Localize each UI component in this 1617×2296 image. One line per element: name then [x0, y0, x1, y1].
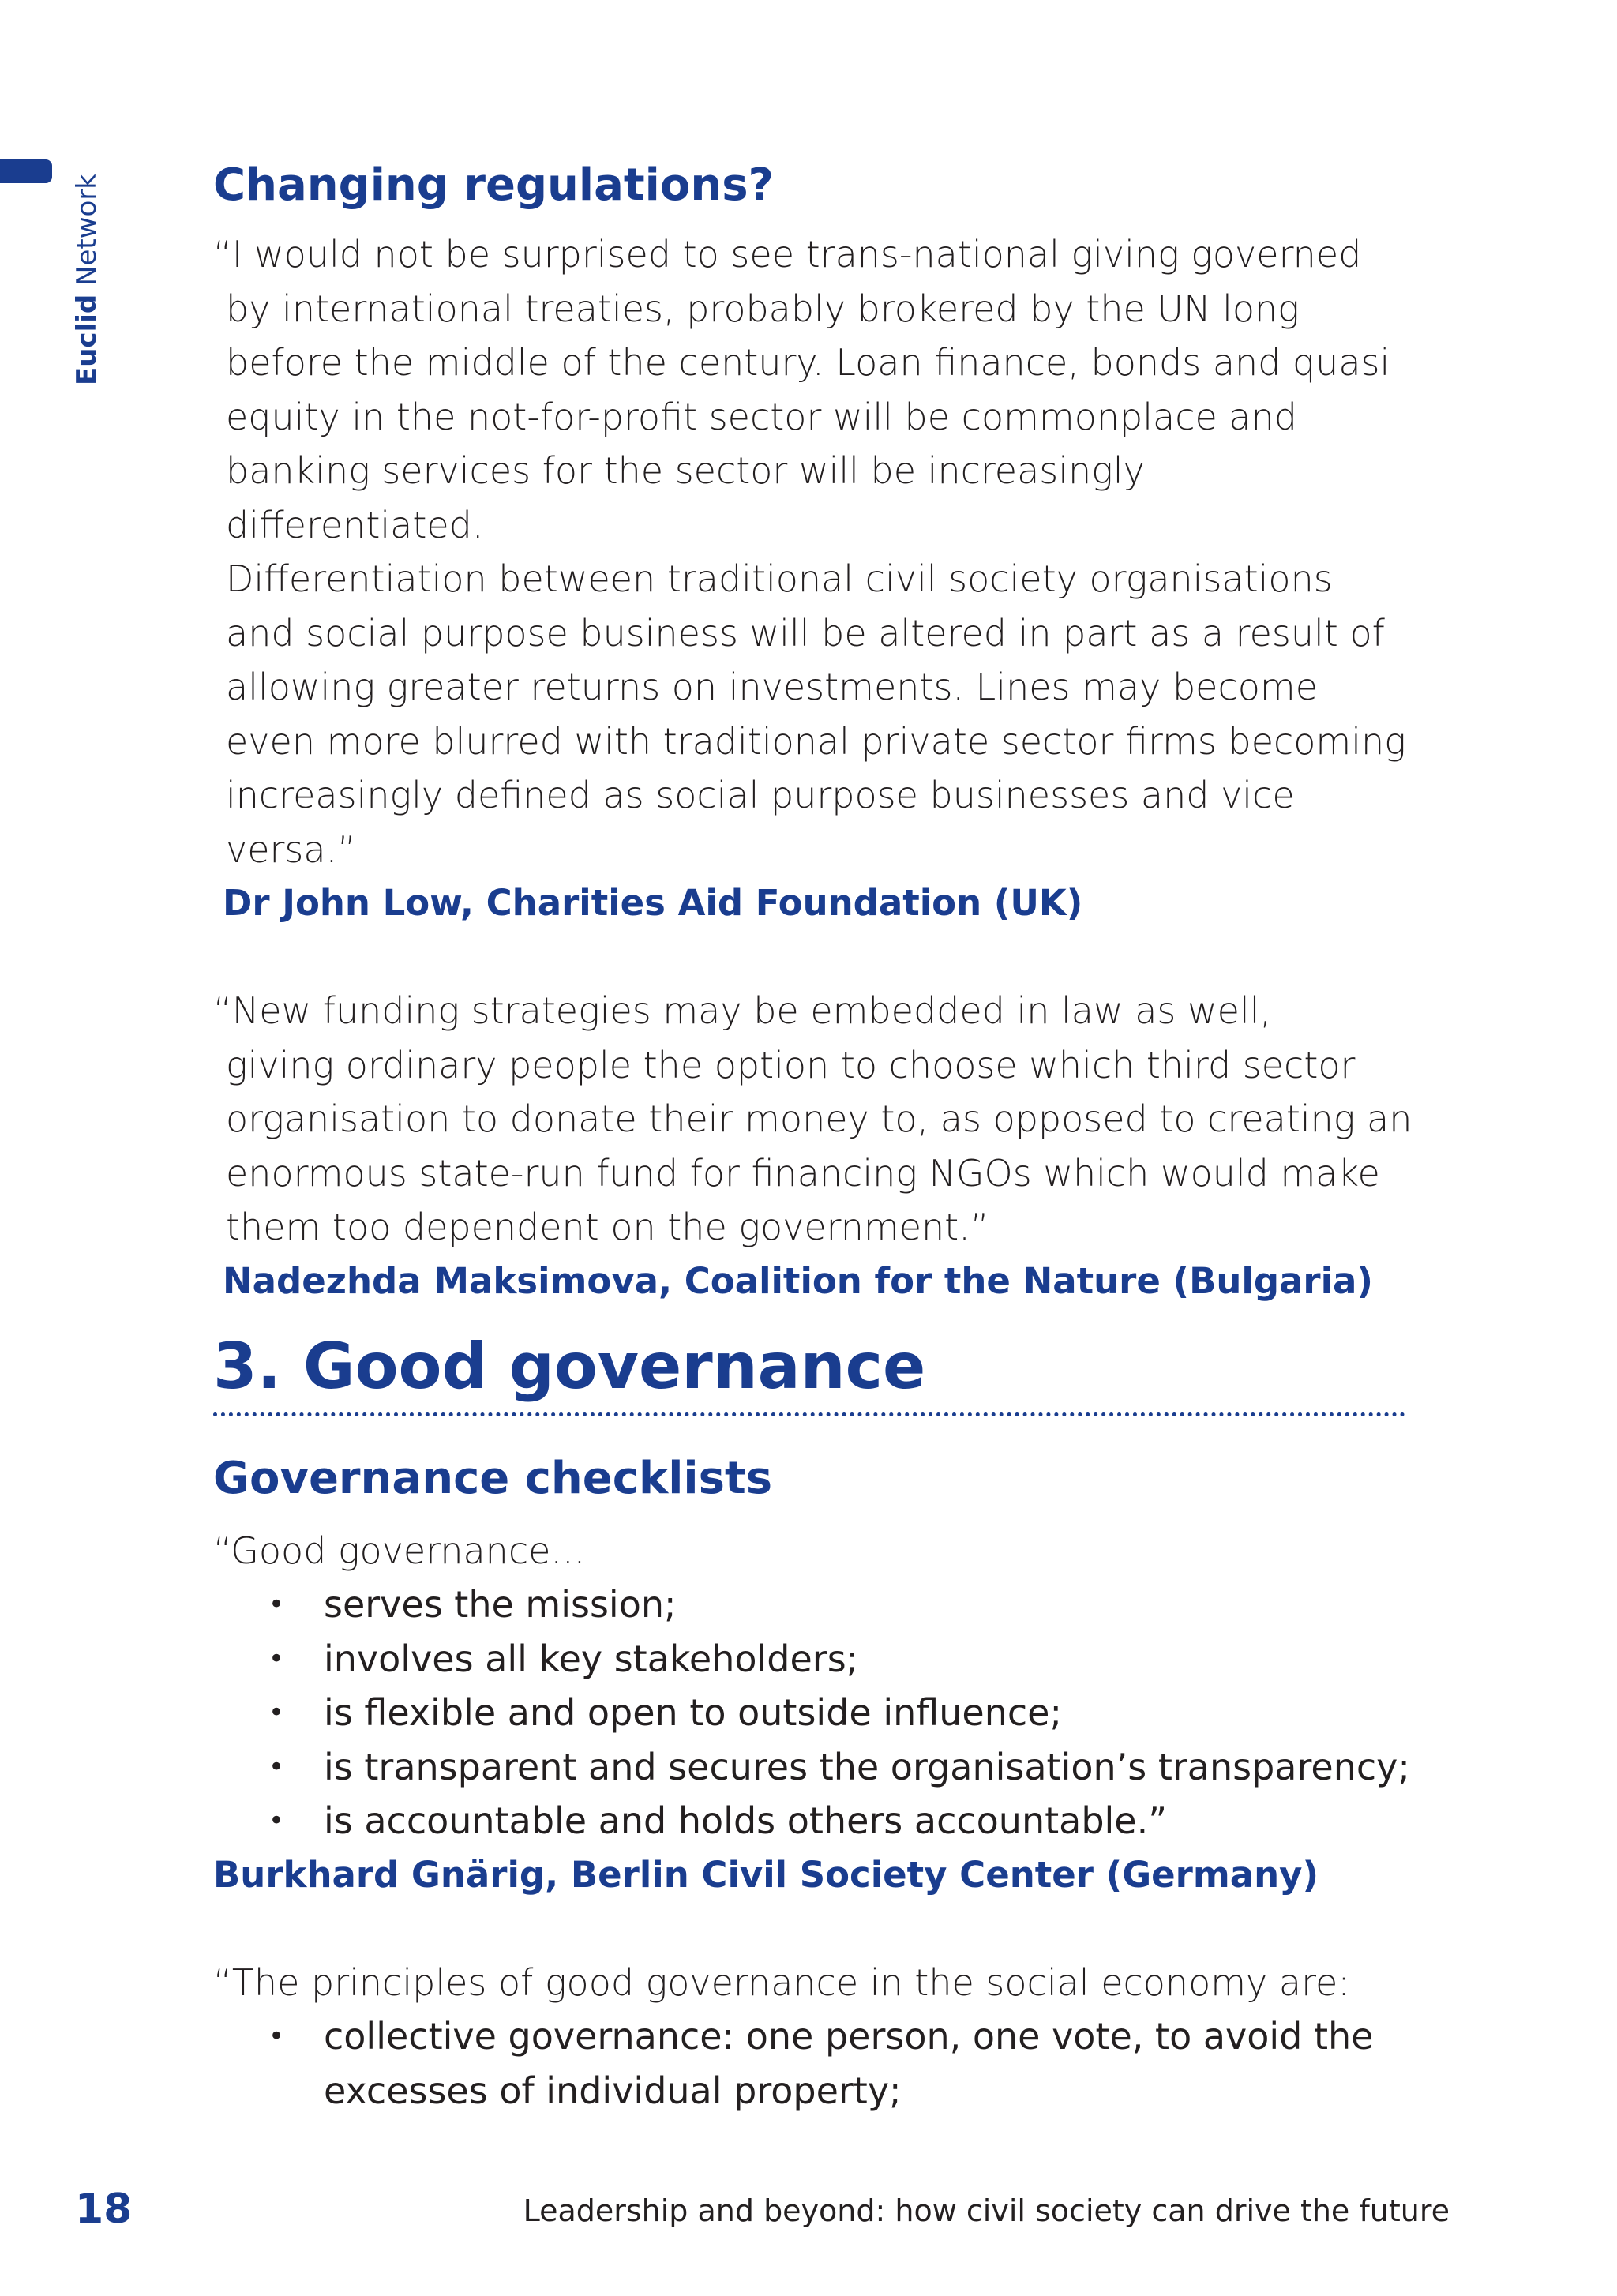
heading-changing-regulations: Changing regulations? — [213, 159, 775, 211]
attribution-gnarig: Burkhard Gnärig, Berlin Civil Society Center (Germany) — [213, 1853, 1319, 1896]
governance-bullet-list — [213, 1578, 1413, 1848]
heading-good-governance: 3. Good governance — [213, 1330, 1405, 1416]
page-content — [213, 158, 1413, 2118]
footer-title: Leadership and beyond: how civil society can drive the future — [523, 2193, 1450, 2228]
attribution-low: Dr John Low, Charities Aid Foundation (UK) — [223, 882, 1083, 924]
quote-gnarig-intro: “Good governance... — [213, 1529, 586, 1572]
list-item-continuation: excesses of individual property; — [324, 2069, 902, 2112]
list-item: • is transparent and secures the organisation’s transparency; — [213, 1740, 1413, 1795]
principles-bullet-list — [213, 2009, 1413, 2118]
bullet-icon: • — [268, 1750, 285, 1783]
page-number: 18 — [75, 2185, 133, 2233]
quote-principles-intro: “The principles of good governance in the social economy are: — [213, 1960, 1350, 2004]
quote-maksimova: “New funding strategies may be embedded in law as well, giving ordinary people the option to choose which third sector organisation to donate their money to, as opposed to creating an enormous state-run fund for financing NGOs which would make them too dependent on the government.” — [213, 989, 1413, 1248]
list-item: • is accountable and holds others accountable.” — [213, 1794, 1413, 1848]
list-item: • involves all key stakeholders; — [213, 1632, 1413, 1686]
bullet-icon: • — [268, 2020, 285, 2052]
bullet-icon: • — [268, 1805, 285, 1836]
list-item: • collective governance: one person, one vote, to avoid the — [213, 2009, 1413, 2064]
bullet-icon: • — [268, 1697, 285, 1728]
sidebar-brand: Euclid Network — [71, 173, 103, 385]
list-item: • is flexible and open to outside influence; — [213, 1686, 1413, 1740]
side-tab-marker — [0, 159, 52, 183]
quote-low: “I would not be surprised to see trans-national giving governed by international treaties, probably brokered by the UN long before the middle of the century. Loan finance, bonds and quasi equity in the not-for-profit sector will be commonplace and banking services for the sector will be increasingly differentiated. Differentiation between traditional civil society organisations and social purpose business will be altered in part as a result of allowing greater returns on investments. Lines may become even more blurred with traditional private sector firms becoming increasingly defined as social purpose businesses and vice versa.” — [213, 233, 1406, 871]
bullet-icon: • — [268, 1642, 285, 1675]
list-item: • serves the mission; — [213, 1578, 1413, 1632]
heading-governance-checklists: Governance checklists — [213, 1452, 773, 1504]
bullet-icon: • — [268, 1589, 285, 1620]
attribution-maksimova: Nadezhda Maksimova, Coalition for the Nature (Bulgaria) — [223, 1259, 1373, 1302]
